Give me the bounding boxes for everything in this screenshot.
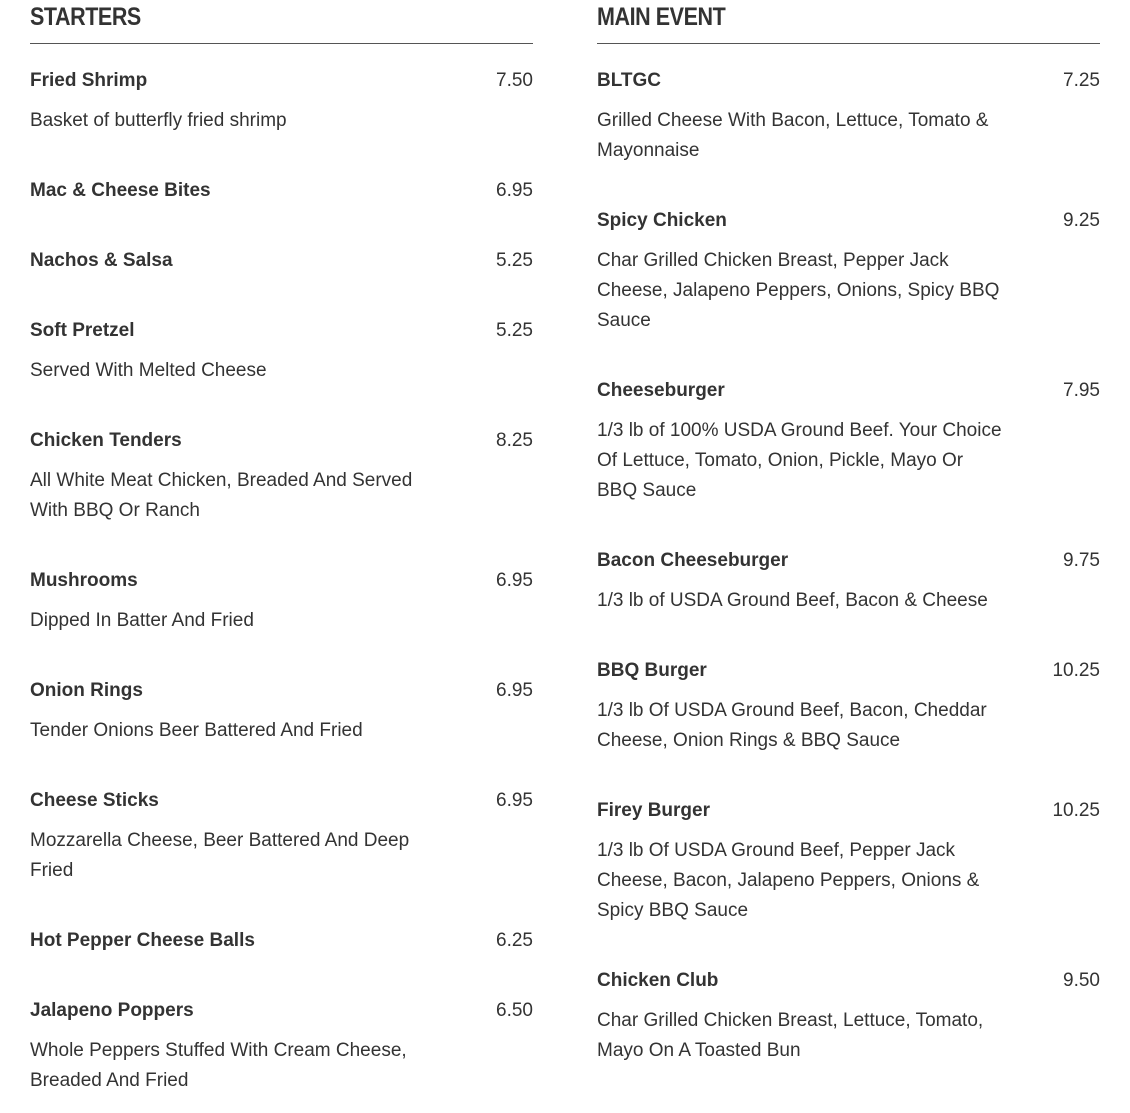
- item-description: Char Grilled Chicken Breast, Lettuce, Tomato, Mayo On A Toasted Bun: [597, 1010, 984, 1061]
- item-price: 5.25: [496, 250, 533, 271]
- item-name: Chicken Tenders: [30, 430, 182, 451]
- menu-item: [30, 544, 533, 654]
- item-price: 6.95: [496, 790, 533, 811]
- section-title-main-event: MAIN EVENT: [597, 3, 726, 31]
- menu-item: [30, 974, 533, 1113]
- menu-item: [597, 44, 1100, 184]
- item-price: 7.95: [1063, 380, 1100, 401]
- main-event-list: [597, 44, 1100, 1084]
- item-price: 5.25: [496, 320, 533, 341]
- item-description: Served With Melted Cheese: [30, 360, 267, 381]
- item-description: Grilled Cheese With Bacon, Lettuce, Tomato & Mayonnaise: [597, 110, 989, 161]
- item-description: Mozzarella Cheese, Beer Battered And Deep Fried: [30, 830, 410, 881]
- item-price: 6.95: [496, 680, 533, 701]
- item-name: Chicken Club: [597, 970, 719, 991]
- menu-item: [30, 224, 533, 294]
- item-price: 9.75: [1063, 550, 1100, 571]
- item-price: 6.95: [496, 180, 533, 201]
- menu-item: [597, 354, 1100, 524]
- item-name: Fried Shrimp: [30, 70, 148, 91]
- item-description: 1/3 lb Of USDA Ground Beef, Bacon, Cheddar Cheese, Onion Rings & BBQ Sauce: [597, 700, 987, 751]
- item-description: 1/3 lb of 100% USDA Ground Beef. Your Choice Of Lettuce, Tomato, Onion, Pickle, Mayo Or BBQ Sauce: [597, 420, 1002, 501]
- menu-item: [597, 774, 1100, 944]
- item-description: Basket of butterfly fried shrimp: [30, 110, 287, 131]
- menu-item: [30, 404, 533, 544]
- item-price: 8.25: [496, 430, 533, 451]
- menu-item: [30, 654, 533, 764]
- item-name: Cheese Sticks: [30, 790, 159, 811]
- item-price: 9.50: [1063, 970, 1100, 991]
- item-name: Mushrooms: [30, 570, 138, 591]
- menu-item: [597, 524, 1100, 634]
- section-title-starters: STARTERS: [30, 3, 141, 31]
- item-description: Whole Peppers Stuffed With Cream Cheese, Breaded And Fried: [30, 1040, 407, 1091]
- item-name: Cheeseburger: [597, 380, 725, 401]
- item-name: Soft Pretzel: [30, 320, 135, 341]
- item-name: Bacon Cheeseburger: [597, 550, 789, 571]
- item-price: 10.25: [1052, 660, 1100, 681]
- item-price: 6.95: [496, 570, 533, 591]
- item-name: Firey Burger: [597, 800, 710, 821]
- menu-item: [30, 294, 533, 404]
- item-description: Char Grilled Chicken Breast, Pepper Jack Cheese, Jalapeno Peppers, Onions, Spicy BBQ Sauce: [597, 250, 1000, 331]
- item-description: Dipped In Batter And Fried: [30, 610, 254, 631]
- starters-section: [30, 0, 533, 1113]
- item-description: 1/3 lb of USDA Ground Beef, Bacon & Cheese: [597, 590, 988, 611]
- item-name: Nachos & Salsa: [30, 250, 173, 271]
- menu-item: [597, 944, 1100, 1084]
- item-price: 6.25: [496, 930, 533, 951]
- menu-item: [597, 634, 1100, 774]
- menu-item: [597, 184, 1100, 354]
- item-name: Spicy Chicken: [597, 210, 727, 231]
- item-price: 7.25: [1063, 70, 1100, 91]
- starters-list: [30, 44, 533, 1113]
- item-name: Onion Rings: [30, 680, 143, 701]
- menu-item: [30, 764, 533, 904]
- item-description: Tender Onions Beer Battered And Fried: [30, 720, 363, 741]
- menu-item: [30, 44, 533, 154]
- menu-item: [30, 904, 533, 974]
- item-name: BBQ Burger: [597, 660, 707, 681]
- item-description: All White Meat Chicken, Breaded And Served With BBQ Or Ranch: [30, 470, 413, 521]
- item-name: BLTGC: [597, 70, 662, 91]
- item-price: 7.50: [496, 70, 533, 91]
- item-description: 1/3 lb Of USDA Ground Beef, Pepper Jack Cheese, Bacon, Jalapeno Peppers, Onions & Spicy BBQ Sauce: [597, 840, 980, 921]
- item-price: 9.25: [1063, 210, 1100, 231]
- item-name: Mac & Cheese Bites: [30, 180, 211, 201]
- main-event-section: [597, 0, 1100, 1084]
- menu-item: [30, 154, 533, 224]
- item-price: 6.50: [496, 1000, 533, 1021]
- item-price: 10.25: [1052, 800, 1100, 821]
- item-name: Hot Pepper Cheese Balls: [30, 930, 255, 951]
- item-name: Jalapeno Poppers: [30, 1000, 194, 1021]
